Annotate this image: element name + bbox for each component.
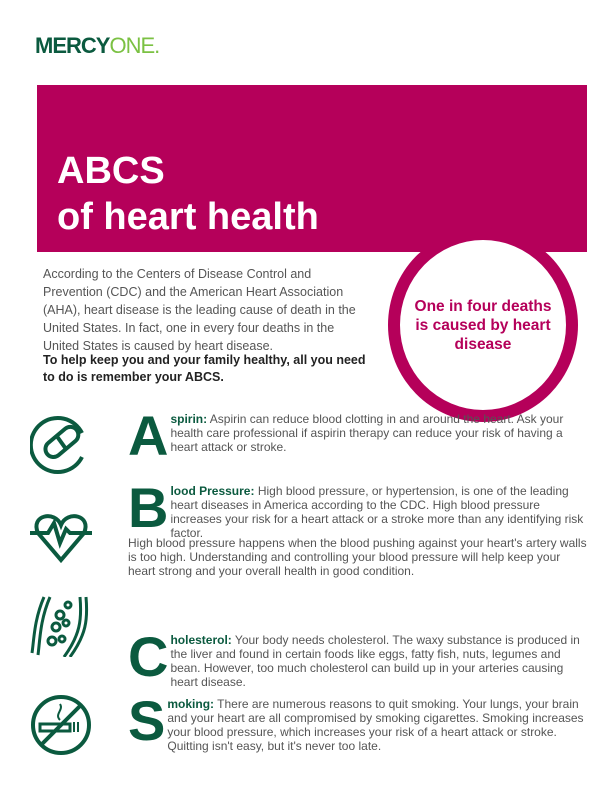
- section-label: holesterol:: [170, 633, 232, 647]
- section-label: spirin:: [170, 412, 208, 426]
- letter-c: C: [128, 625, 169, 688]
- intro-paragraph: According to the Centers of Disease Control and Prevention (CDC) and the American Heart Association (AHA), heart disease is the leading cause of death in the United States. In fact, one in every four deaths in the United States is caused by heart disease.: [43, 267, 356, 353]
- section-text: High blood pressure, or hypertension, is one of the leading heart diseases in America according to the CDC. High blood pressure increases your risk for a heart attack or a stroke more than any identifying risk factor.: [170, 484, 584, 540]
- section-text: Your body needs cholesterol. The waxy substance is produced in the liver and found in certain foods like eggs, fatty fish, nuts, legumes and bean. However, too much cholesterol can build up in your arteries causing heart disease.: [170, 633, 580, 689]
- no-smoking-icon: [30, 694, 92, 756]
- page-title: [57, 148, 319, 240]
- pill-icon: [30, 413, 92, 475]
- letter-a: A: [128, 404, 169, 467]
- section-smoking: [128, 689, 588, 753]
- heart-pulse-icon: [30, 505, 92, 567]
- logo-part2: ONE.: [109, 33, 160, 58]
- callout-text: One in four deaths is caused by heart disease: [414, 297, 552, 353]
- title-line1: ABCS: [57, 150, 165, 192]
- callout-circle: [388, 228, 578, 422]
- mercyone-logo: [35, 33, 159, 59]
- call-to-action: To help keep you and your family healthy, all you need to do is remember your ABCS.: [43, 353, 366, 384]
- logo-part1: MERCY: [35, 33, 110, 58]
- cholesterol-artery-icon: [30, 595, 92, 657]
- section-text: There are numerous reasons to quit smoking. Your lungs, your brain and your heart are all compromised by smoking cigarettes. Smoking increases your blood pressure, which increases your risk of a heart attack or stroke. Quitting isn't easy, but it's never too late.: [167, 697, 584, 753]
- section-text: Aspirin can reduce blood clotting in and around the heart. Ask your health care professional if aspirin therapy can reduce your risk of having a heart attack or stroke.: [170, 412, 564, 454]
- title-line2: of heart health: [57, 196, 319, 238]
- section-aspirin: [128, 404, 588, 467]
- section-blood-pressure: [128, 476, 588, 540]
- section-label: lood Pressure:: [170, 484, 255, 498]
- section-label: moking:: [167, 697, 215, 711]
- letter-s: S: [128, 689, 166, 752]
- letter-b: B: [128, 476, 169, 539]
- blood-pressure-extra: High blood pressure happens when the blood pushing against your heart's artery walls is too high. Understanding and controlling your blood pressure will help keep your heart strong and your overall health in good condition.: [128, 536, 587, 578]
- section-cholesterol: [128, 625, 588, 689]
